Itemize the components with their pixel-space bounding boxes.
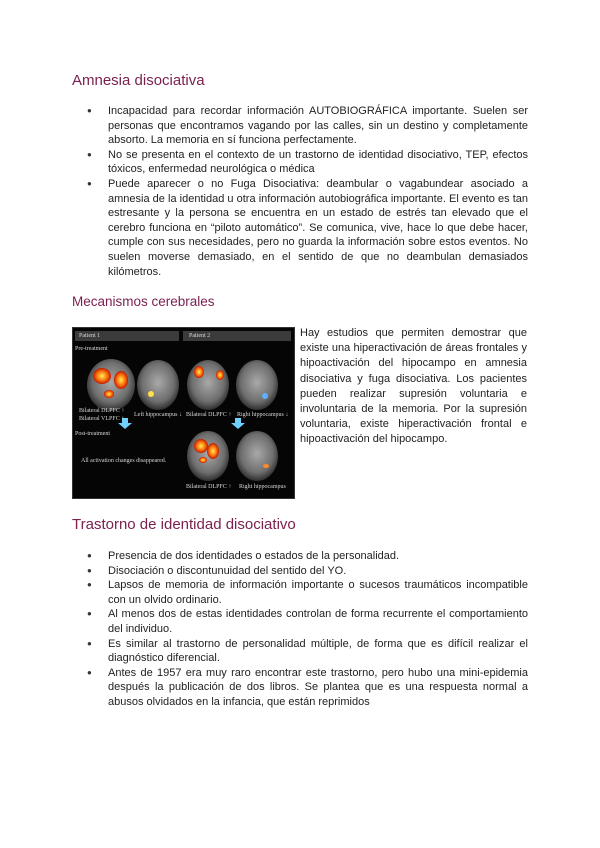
brain-scan-figure bbox=[72, 327, 295, 499]
figure-label-dlpfc: Bilateral DLPFC ↑ bbox=[79, 408, 125, 414]
figure-label-dlpfc-2: Bilateral DLPFC ↑ bbox=[186, 412, 232, 418]
figure-label-pre-treatment: Pre-treatment bbox=[75, 346, 108, 352]
figure-label-dlpfc-3: Bilateral DLPFC ↑ bbox=[186, 484, 232, 490]
figure-label-patient1: Patient 1 bbox=[79, 333, 101, 339]
list-item: ● Al menos dos de estas identidades controlan de forma recurrente el comportamiento del individuo. bbox=[72, 607, 528, 636]
list-item: ● Disociación o discontunuidad del sentido del YO. bbox=[72, 564, 528, 579]
section-heading-mecanismos: Mecanismos cerebrales bbox=[72, 294, 215, 309]
list-item: ● Es similar al trastorno de personalidad múltiple, de forma que es difícil realizar el diagnóstico diferencial. bbox=[72, 637, 528, 666]
figure-label-right-hippocampus: Right hippocampus ↓ bbox=[237, 412, 289, 418]
section-heading-amnesia: Amnesia disociativa bbox=[72, 72, 205, 89]
bullet-list-amnesia bbox=[72, 104, 528, 279]
section-heading-trastorno: Trastorno de identidad disociativo bbox=[72, 516, 296, 533]
mecanismos-paragraph: Hay estudios que permiten demostrar que existe una hiperactivación de áreas frontales y hipoactivación del hipocampo en amnesia disociativa y fuga disociativa. Los pacientes pueden realizar supresión voluntaria e involuntaria de la memoria. Por la supresión voluntaria, existe hiperactivación frontal e hipoactivación del hipocampo. bbox=[300, 327, 527, 446]
list-item: ● Presencia de dos identidades o estados de la personalidad. bbox=[72, 549, 528, 564]
figure-label-post-treatment: Post-treatment bbox=[75, 431, 110, 437]
list-item: ● Antes de 1957 era muy raro encontrar este trastorno, pero hubo una mini-epidemia después la publicación de dos libros. Se plantea que es una respuesta normal a abusos olvidados en la infancia, que están reprimidos bbox=[72, 666, 528, 710]
figure-caption-disappeared: All activation changes disappeared. bbox=[81, 458, 167, 464]
figure-label-left-hippocampus: Left hippocampus ↓ bbox=[134, 412, 182, 418]
figure-label-vlpfc: Bilateral VLPFC ↑ bbox=[79, 416, 125, 422]
bullet-list-trastorno bbox=[72, 549, 528, 710]
list-item: ● Puede aparecer o no Fuga Disociativa: deambular o vagabundear asociado a amnesia de la identidad u otra información autobiográfica importante. El evento es tan estresante y la persona se encuentra en un estado de estrés tan elevado que el cerebro funciona en “piloto automático”. Se comunica, vive, hace lo que debe hacer, cumple con sus necesidades, pero no guarda la información sobre estos eventos. No suelen moverse demasiado, en el sentido de que no deambulan demasiados kilómetros. bbox=[72, 177, 528, 279]
figure-label-right-hippocampus-2: Right hippocampus bbox=[239, 484, 286, 490]
list-item: ● Incapacidad para recordar información AUTOBIOGRÁFICA importante. Suelen ser personas que encontramos vagando por las calles, sin un destino y completamente absorto. La memoria en sí funciona perfectamente. bbox=[72, 104, 528, 148]
list-item: ● No se presenta en el contexto de un trastorno de identidad disociativo, TEP, efectos tóxicos, enfermedad neurológica o médica bbox=[72, 148, 528, 177]
figure-label-patient2: Patient 2 bbox=[189, 333, 211, 339]
list-item: ● Lapsos de memoria de información importante o sucesos traumáticos incompatible con un olvido ordinario. bbox=[72, 578, 528, 607]
